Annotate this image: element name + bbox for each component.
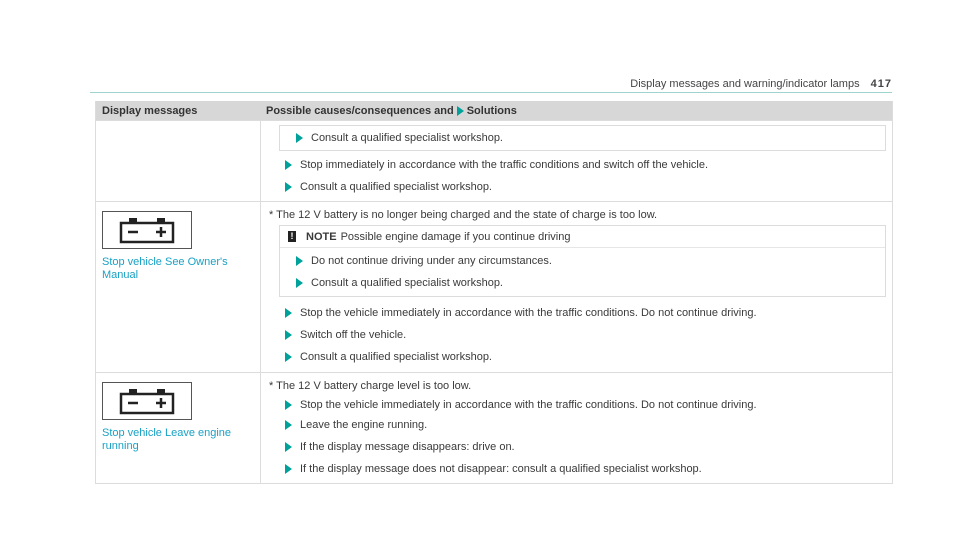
step-text: Stop immediately in accordance with the traffic conditions and switch off the vehicle. xyxy=(300,159,709,171)
step-text: Consult a qualified specialist workshop. xyxy=(300,351,492,363)
step-arrow-icon xyxy=(285,330,292,340)
page-header xyxy=(90,78,892,93)
battery-icon xyxy=(102,382,192,420)
step-arrow-icon xyxy=(285,160,292,170)
step-text: Do not continue driving under any circumstances. xyxy=(311,255,552,267)
step-arrow-icon xyxy=(285,442,292,452)
step-text: Consult a qualified specialist workshop. xyxy=(311,132,503,144)
step-arrow-icon xyxy=(285,182,292,192)
solutions-cell xyxy=(261,373,892,483)
step-text: Consult a qualified specialist workshop. xyxy=(300,181,492,193)
step-arrow-icon xyxy=(296,278,303,288)
cause-text: * The 12 V battery charge level is too low. xyxy=(269,380,472,392)
col-display-messages: Display messages xyxy=(102,104,198,117)
list-item xyxy=(269,414,892,436)
display-message-cell xyxy=(96,373,261,483)
display-message-cell xyxy=(96,202,261,372)
step-arrow-icon xyxy=(296,256,303,266)
note-label: NOTE xyxy=(306,230,337,243)
step-arrow-icon xyxy=(285,464,292,474)
list-item xyxy=(269,324,892,346)
table-row xyxy=(96,201,892,372)
list-item xyxy=(269,302,892,324)
step-text: Leave the engine running. xyxy=(300,419,428,431)
list-item xyxy=(269,436,892,458)
warning-icon: ! xyxy=(288,231,296,242)
col2-solutions: Solutions xyxy=(466,104,517,117)
list-item xyxy=(269,396,892,414)
note-text: Possible engine damage if you continue driving xyxy=(340,230,571,243)
solution-arrow-icon xyxy=(457,106,464,116)
step-text: If the display message disappears: drive on. xyxy=(300,441,515,453)
step-arrow-icon xyxy=(296,133,303,143)
empty-cell xyxy=(96,121,261,201)
display-messages-table xyxy=(95,101,893,484)
step-text: Stop the vehicle immediately in accordance with the traffic conditions. Do not continue driving. xyxy=(300,399,757,411)
solutions-cell xyxy=(261,202,892,372)
list-item xyxy=(269,346,892,368)
step-arrow-icon xyxy=(285,400,292,410)
list-item xyxy=(269,458,892,480)
solutions-cell xyxy=(261,121,892,201)
step-text: Switch off the vehicle. xyxy=(300,329,407,341)
step-arrow-icon xyxy=(285,352,292,362)
table-row xyxy=(96,120,892,201)
step-arrow-icon xyxy=(285,420,292,430)
note-box xyxy=(279,225,886,297)
display-message-text: Stop vehicle See Owner's Manual xyxy=(102,256,228,281)
step-text: If the display message does not disappear: consult a qualified specialist workshop. xyxy=(300,463,702,475)
col2-label: Possible causes/consequences and xyxy=(266,104,454,117)
cause-text: * The 12 V battery is no longer being charged and the state of charge is too low. xyxy=(269,209,658,221)
list-item xyxy=(269,154,892,176)
continued-note-box xyxy=(279,125,886,151)
note-header xyxy=(280,226,885,248)
step-text: Stop the vehicle immediately in accordance with the traffic conditions. Do not continue driving. xyxy=(300,307,757,319)
list-item xyxy=(280,272,885,294)
table-header xyxy=(96,101,892,120)
col-causes-solutions xyxy=(261,105,892,117)
list-item xyxy=(280,126,885,150)
battery-icon xyxy=(102,211,192,249)
step-text: Consult a qualified specialist workshop. xyxy=(311,277,503,289)
header-title: Display messages and warning/indicator lamps xyxy=(630,78,860,90)
page-number: 417 xyxy=(870,78,892,90)
list-item xyxy=(269,176,892,198)
list-item xyxy=(280,250,885,272)
step-arrow-icon xyxy=(285,308,292,318)
display-message-text: Stop vehicle Leave engine running xyxy=(102,427,232,452)
table-row xyxy=(96,372,892,483)
